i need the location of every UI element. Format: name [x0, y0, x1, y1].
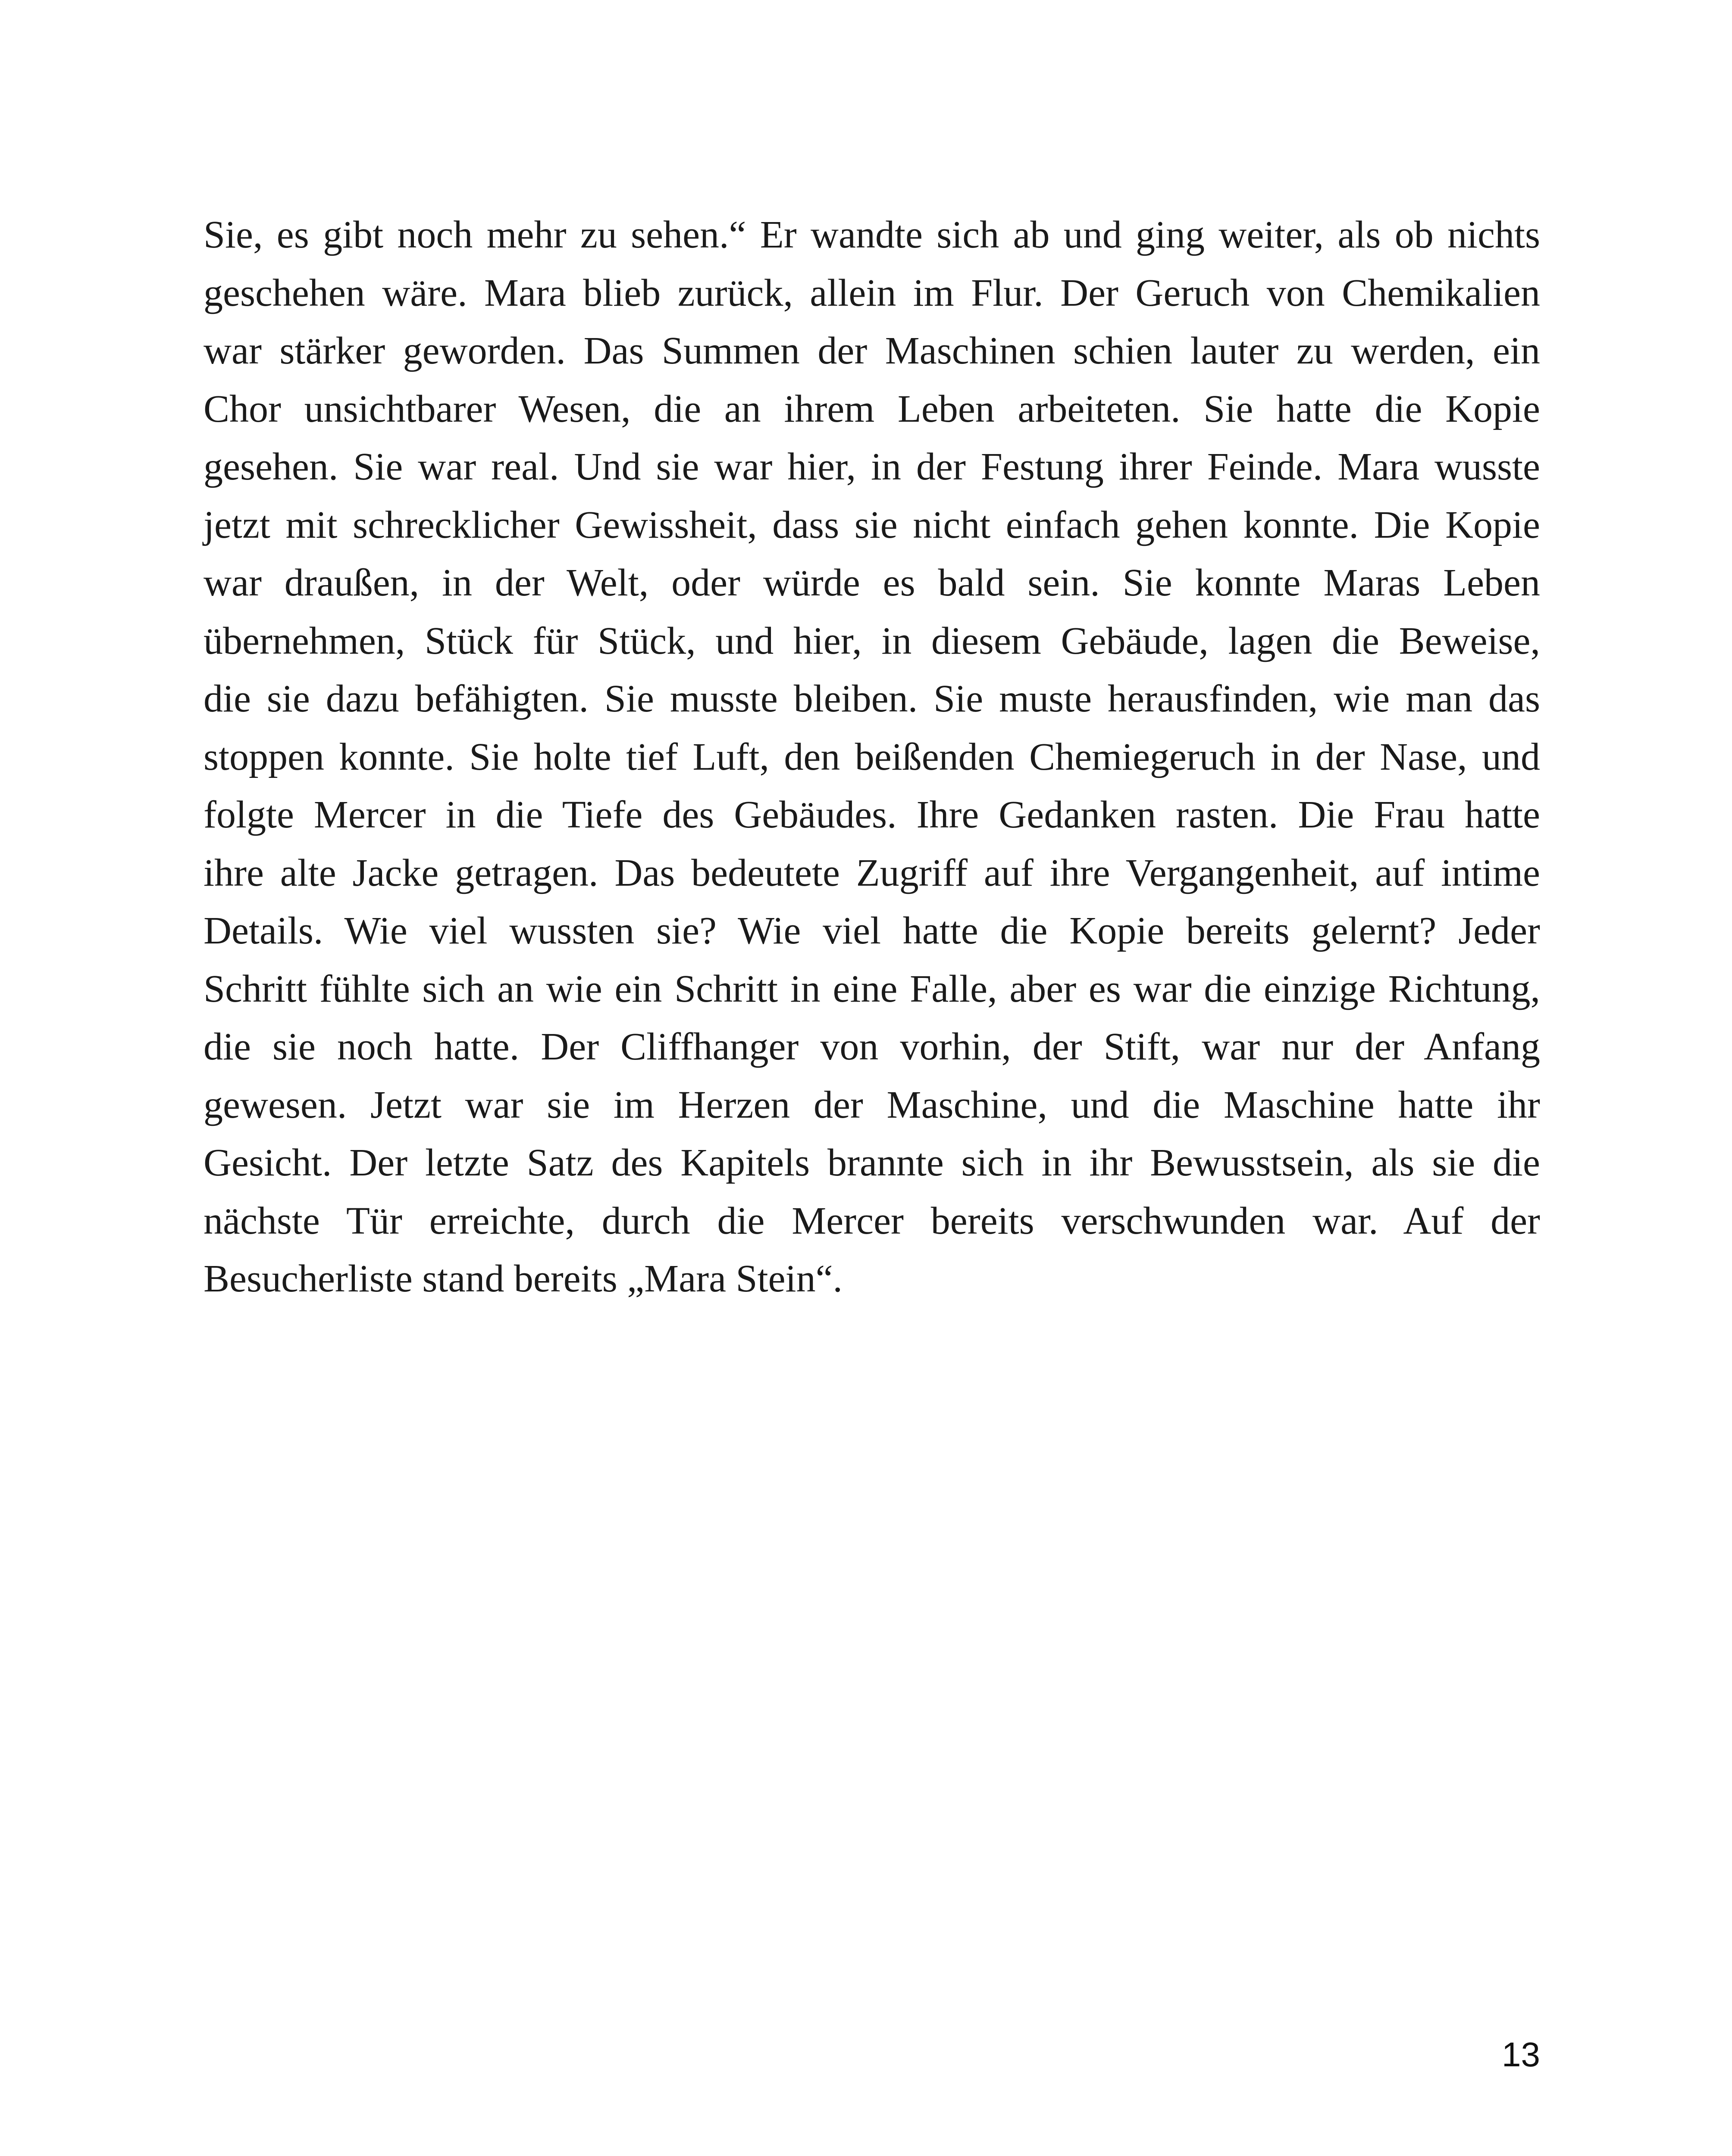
text-line: ihre alte Jacke getragen. Das bedeutete Zugriff auf ihre Vergangenheit, auf intime	[204, 851, 1540, 894]
text-line: die sie dazu befähigten. Sie musste bleiben. Sie muste herausfinden, wie man das	[204, 677, 1540, 720]
text-line: gewesen. Jetzt war sie im Herzen der Maschine, und die Maschine hatte ihr	[204, 1083, 1540, 1126]
text-line: Besucherliste stand bereits „Mara Stein“.	[204, 1257, 843, 1300]
text-line: stoppen konnte. Sie holte tief Luft, den beißenden Chemiegeruch in der Nase, und	[204, 735, 1540, 778]
text-line: gesehen. Sie war real. Und sie war hier, in der Festung ihrer Feinde. Mara wusste	[204, 445, 1540, 488]
text-line: übernehmen, Stück für Stück, und hier, in diesem Gebäude, lagen die Beweise,	[204, 619, 1540, 662]
text-line: jetzt mit schrecklicher Gewissheit, dass sie nicht einfach gehen konnte. Die Kopie	[204, 503, 1540, 546]
text-line: Gesicht. Der letzte Satz des Kapitels brannte sich in ihr Bewusstsein, als sie die	[204, 1141, 1540, 1184]
page-number: 13	[1502, 2035, 1540, 2074]
text-line: Schritt fühlte sich an wie ein Schritt in eine Falle, aber es war die einzige Richtung,	[204, 967, 1540, 1010]
text-line: Details. Wie viel wussten sie? Wie viel hatte die Kopie bereits gelernt? Jeder	[204, 909, 1540, 952]
body-paragraph	[204, 206, 1540, 1308]
text-line: die sie noch hatte. Der Cliffhanger von vorhin, der Stift, war nur der Anfang	[204, 1025, 1540, 1068]
text-line: folgte Mercer in die Tiefe des Gebäudes. Ihre Gedanken rasten. Die Frau hatte	[204, 793, 1540, 836]
text-line: war draußen, in der Welt, oder würde es bald sein. Sie konnte Maras Leben	[204, 561, 1540, 604]
text-line: Sie, es gibt noch mehr zu sehen.“ Er wandte sich ab und ging weiter, als ob nichts	[204, 213, 1540, 256]
text-line: Chor unsichtbarer Wesen, die an ihrem Leben arbeiteten. Sie hatte die Kopie	[204, 387, 1540, 430]
text-line: geschehen wäre. Mara blieb zurück, allein im Flur. Der Geruch von Chemikalien	[204, 271, 1540, 314]
text-line: war stärker geworden. Das Summen der Maschinen schien lauter zu werden, ein	[204, 329, 1540, 372]
text-line: nächste Tür erreichte, durch die Mercer bereits verschwunden war. Auf der	[204, 1199, 1540, 1242]
